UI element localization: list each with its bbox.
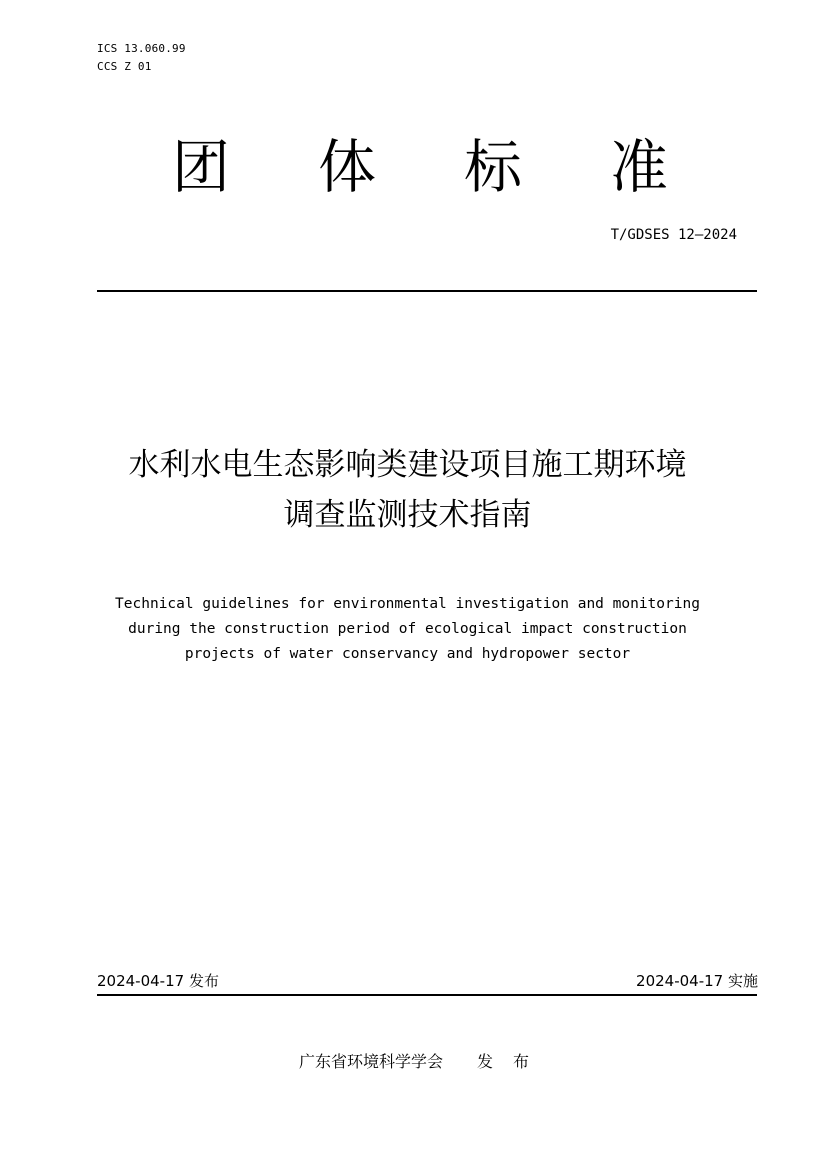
chinese-title-line-2: 调查监测技术指南 — [283, 497, 532, 533]
standard-type-heading — [100, 132, 740, 202]
publisher-line — [299, 1051, 549, 1073]
standard-type-char-3: 标 — [464, 133, 523, 201]
chinese-title-line-1: 水利水电生态影响类建设项目施工期环境 — [128, 447, 687, 483]
english-title-line-3: projects of water conservancy and hydropower sector — [184, 646, 631, 662]
standard-type-char-2: 体 — [318, 133, 377, 201]
bottom-divider — [97, 994, 757, 996]
standard-type-char-1: 团 — [172, 133, 231, 201]
classification-codes — [97, 40, 186, 76]
ics-code: ICS 13.060.99 — [97, 42, 186, 55]
implementation-date: 2024-04-17 实施 — [636, 972, 758, 990]
top-divider — [97, 290, 757, 292]
english-title — [60, 592, 755, 667]
ccs-code: CCS Z 01 — [97, 60, 152, 73]
publisher-name: 广东省环境科学学会 — [299, 1052, 444, 1071]
english-title-line-1: Technical guidelines for environmental investigation and monitoring — [115, 596, 700, 612]
publish-verb: 发布 — [477, 1052, 550, 1071]
issue-date: 2024-04-17 发布 — [97, 972, 219, 990]
chinese-title — [60, 440, 755, 540]
english-title-line-2: during the construction period of ecological impact construction — [128, 621, 687, 637]
standard-number: T/GDSES 12—2024 — [610, 227, 737, 243]
standard-type-char-4: 准 — [610, 133, 669, 201]
